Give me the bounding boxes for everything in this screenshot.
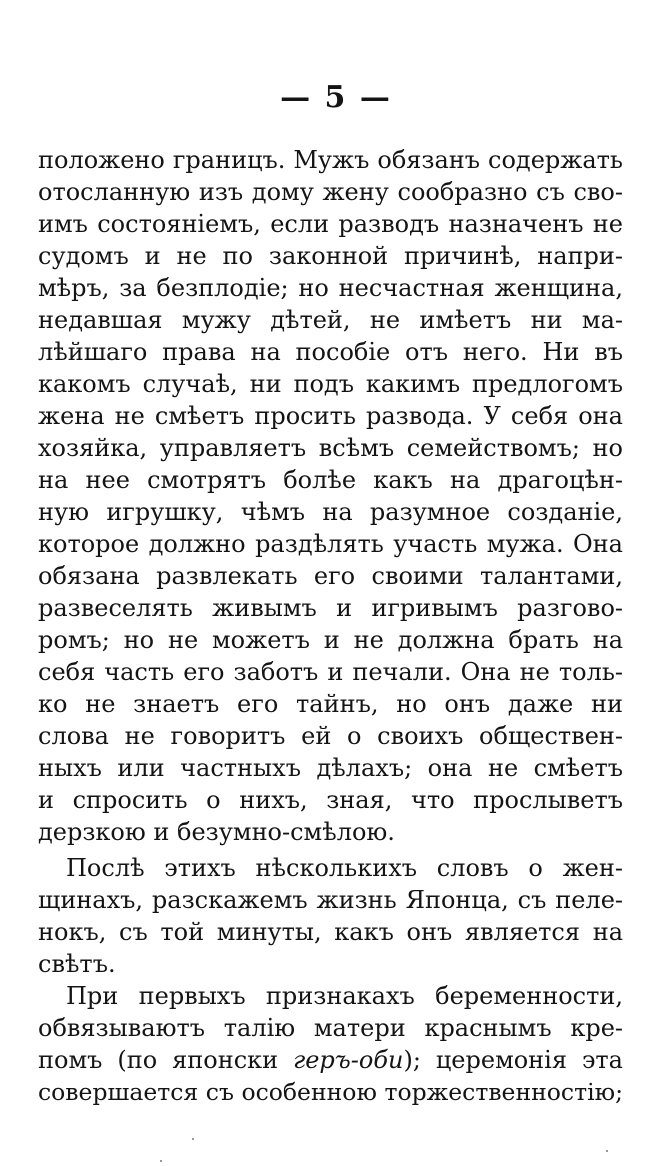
text-line: обвязываютъ талiю матери краснымъ кре- [38, 1014, 623, 1042]
text-line: дерзкою и безумно-смѣлою. [38, 818, 395, 846]
text-line: ныхъ или частныхъ дѣлахъ; она не смѣетъ [38, 754, 623, 782]
text-line: судомъ и не по законной причинѣ, напри- [38, 242, 623, 270]
text-line-with-italic [38, 1044, 623, 1076]
text-line: лѣйшаго права на пособie отъ него. Ни въ [38, 338, 623, 366]
text-line: и спросить о нихъ, зная, что прослыветъ [38, 786, 623, 814]
text-line: При первыхъ признакахъ беременности, [66, 982, 623, 1010]
text-line: нокъ, съ той минуты, какъ онъ является на [38, 918, 623, 946]
text-line: ко не знаетъ его тайнъ, но онъ даже ни [38, 690, 623, 718]
text-line: совершается съ особенною торжественностiю; [38, 1078, 623, 1106]
text-line: жена не смѣетъ просить развода. У себя она [38, 402, 623, 430]
text-line: обязана развлекать его своими талантами, [38, 562, 623, 590]
paper-speck [192, 1138, 194, 1140]
paragraph-2 [38, 852, 623, 980]
text-run: помъ (по японски [38, 1046, 294, 1074]
italic-term: геръ-оби [293, 1046, 404, 1074]
text-line: хозяйка, управляетъ всѣмъ семействомъ; но [38, 434, 623, 462]
text-line: какомъ случаѣ, ни подъ какимъ предлогомъ [38, 370, 623, 398]
paper-speck [160, 1160, 162, 1162]
text-line: на нее смотрятъ болѣе какъ на драгоцѣн- [38, 466, 623, 494]
text-line: Послѣ этихъ нѣсколькихъ словъ о жен- [66, 854, 623, 882]
text-line: мѣръ, за безплодiе; но несчастная женщина, [38, 274, 623, 302]
text-line: отосланную изъ дому жену сообразно съ сво- [38, 178, 623, 206]
text-line: положено границъ. Мужъ обязанъ содержать [38, 146, 623, 174]
paragraph-3 [38, 980, 623, 1108]
text-line: развеселять живымъ и игривымъ разгово- [38, 594, 623, 622]
text-line: которое должно раздѣлять участь мужа. Она [38, 530, 623, 558]
text-line: себя часть его заботъ и печали. Она не толь- [38, 658, 623, 686]
text-line: ромъ; но не можетъ и не должна брать на [38, 626, 623, 654]
paragraph-1 [38, 144, 623, 848]
text-line: щинахъ, разскажемъ жизнь Японца, съ пеле- [38, 886, 623, 914]
text-line: слова не говоритъ ей о своихъ обществен- [38, 722, 623, 750]
text-line: имъ состоянiемъ, если разводъ назначенъ не [38, 210, 623, 238]
text-run: ); церемонiя эта [403, 1046, 623, 1074]
text-line: ную игрушку, чѣмъ на разумное созданie, [38, 498, 623, 526]
text-line: недавшая мужу дѣтей, не имѣетъ ни ма- [38, 306, 623, 334]
paper-speck [606, 1150, 608, 1152]
page-number: — 5 — [280, 80, 392, 115]
text-line: свѣтъ. [38, 950, 116, 978]
